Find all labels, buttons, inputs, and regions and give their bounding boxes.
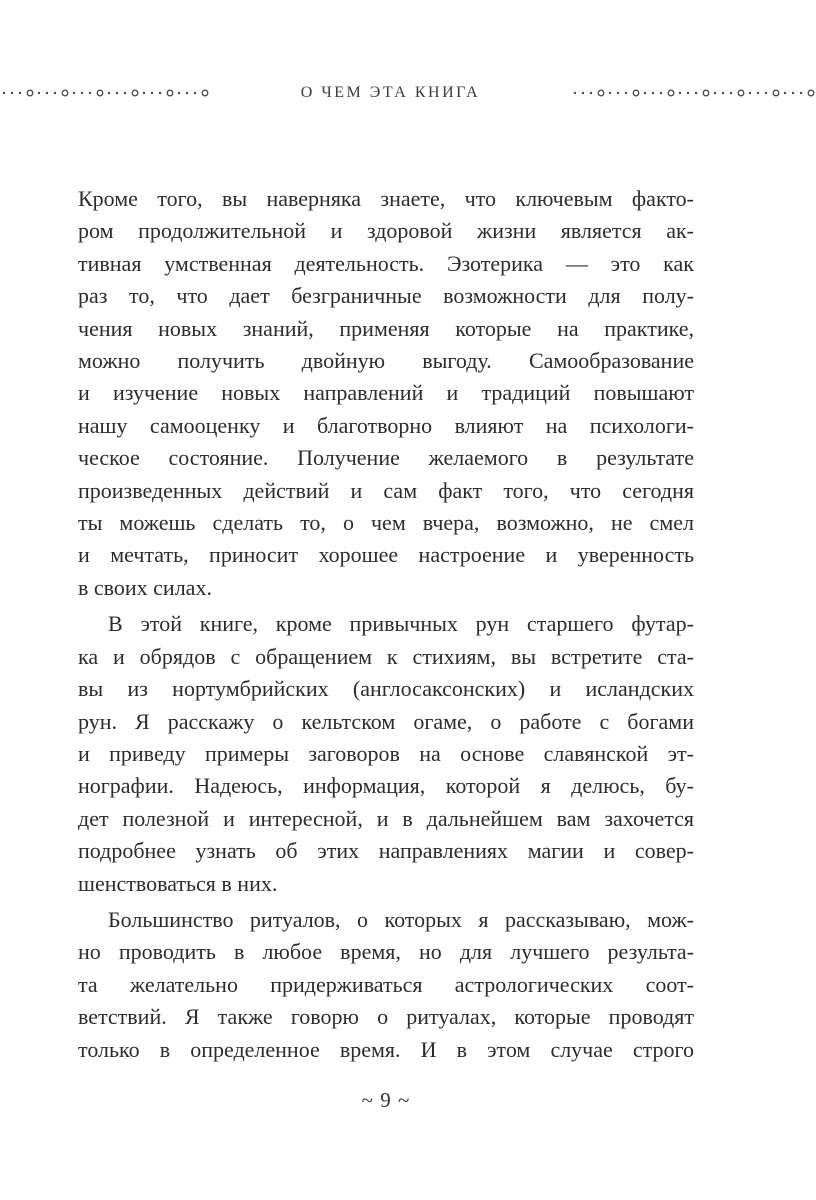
chapter-running-title: О ЧЕМ ЭТА КНИГА [300, 84, 481, 101]
text-line: нографии. Надеюсь, информация, которой я делюсь, бу- [78, 773, 694, 799]
text-line: чения новых знаний, применяя которые на практике, [78, 315, 694, 341]
text-line: та желательно придерживаться астрологических соот- [78, 971, 694, 997]
text-line: можно получить двойную выгоду. Самообразование [78, 348, 694, 374]
page-number: ~ 9 ~ [361, 1088, 411, 1112]
paragraph [78, 608, 694, 900]
text-line: только в определенное время. И в этом случае строго [78, 1036, 694, 1062]
text-line: ты можешь сделать то, о чем вчера, возможно, не смел [78, 510, 694, 536]
text-line: но проводить в любое время, но для лучшего результа- [78, 939, 694, 965]
text-line: ка и обрядов с обращением к стихиям, вы встретите ста- [78, 643, 694, 669]
text-line: и приведу примеры заговоров на основе славянской эт- [78, 740, 694, 766]
text-line: произведенных действий и сам факт того, что сегодня [78, 477, 694, 503]
text-line: Большинство ритуалов, о которых я рассказываю, мож- [108, 906, 694, 932]
text-line: ческое состояние. Получение желаемого в результате [78, 445, 694, 471]
text-line: дет полезной и интересной, и в дальнейшем вам захочется [78, 805, 694, 831]
text-line: шенствоваться в них. [78, 870, 278, 896]
text-line: в своих силах. [78, 574, 212, 600]
text-line: ветствий. Я также говорю о ритуалах, которые проводят [78, 1004, 694, 1030]
text-line: и изучение новых направлений и традиций повышают [78, 380, 694, 406]
text-line: тивная умственная деятельность. Эзотерика — это как [78, 250, 694, 276]
text-line: нашу самооценку и благотворно влияют на психологи- [78, 412, 694, 438]
text-line: Кроме того, вы наверняка знаете, что ключевым факто- [78, 186, 694, 211]
text-line: рун. Я расскажу о кельтском огаме, о работе с богами [78, 708, 694, 734]
paragraph [78, 183, 694, 604]
text-line: подробнее узнать об этих направлениях магии и совер- [78, 838, 694, 864]
paragraph [78, 904, 694, 1066]
body-text [78, 183, 694, 1066]
dotted-rule-ornament-right [571, 88, 816, 98]
running-head [0, 82, 816, 104]
dotted-rule-ornament-left [0, 88, 210, 98]
text-line: вы из нортумбрийских (англосаксонских) и исландских [78, 676, 694, 702]
text-line: В этой книге, кроме привычных рун старшего футар- [108, 611, 694, 637]
text-line: раз то, что дает безграничные возможности для полу- [78, 283, 694, 309]
text-line: ром продолжительной и здоровой жизни является ак- [78, 218, 694, 244]
text-line: и мечтать, приносит хорошее настроение и уверенность [78, 542, 694, 568]
